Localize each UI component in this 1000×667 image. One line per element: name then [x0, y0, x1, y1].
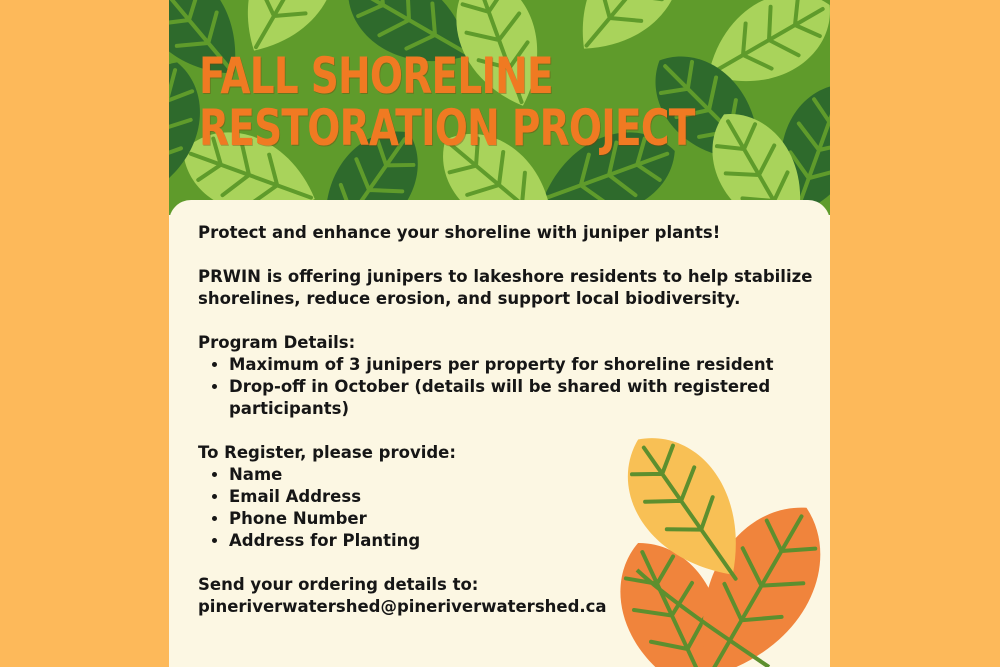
list-item: • Email Address [229, 486, 818, 508]
title-line-2: RESTORATION PROJECT [199, 99, 695, 157]
list-item: • Drop-off in October (details will be shared with registered participants) [229, 376, 818, 420]
description-text: PRWIN is offering junipers to lakeshore residents to help stabilize shorelines, reduce erosion, and support local biodiversity. [198, 267, 813, 308]
list-item: • Phone Number [229, 508, 818, 530]
program-list [198, 354, 818, 420]
list-item: • Maximum of 3 junipers per property for shoreline resident [229, 354, 818, 376]
contact-email: pineriverwatershed@pineriverwatershed.ca [198, 597, 607, 616]
register-list [198, 464, 818, 552]
intro-text: Protect and enhance your shoreline with juniper plants! [198, 223, 721, 242]
list-item: • Address for Planting [229, 530, 818, 552]
list-item: • Name [229, 464, 818, 486]
title-line-1: FALL SHORELINE [199, 47, 553, 105]
register-heading: To Register, please provide: [198, 443, 456, 462]
contact-heading: Send your ordering details to: [198, 575, 479, 594]
program-heading: Program Details: [198, 333, 356, 352]
info-text [198, 222, 818, 618]
poster [169, 0, 830, 667]
